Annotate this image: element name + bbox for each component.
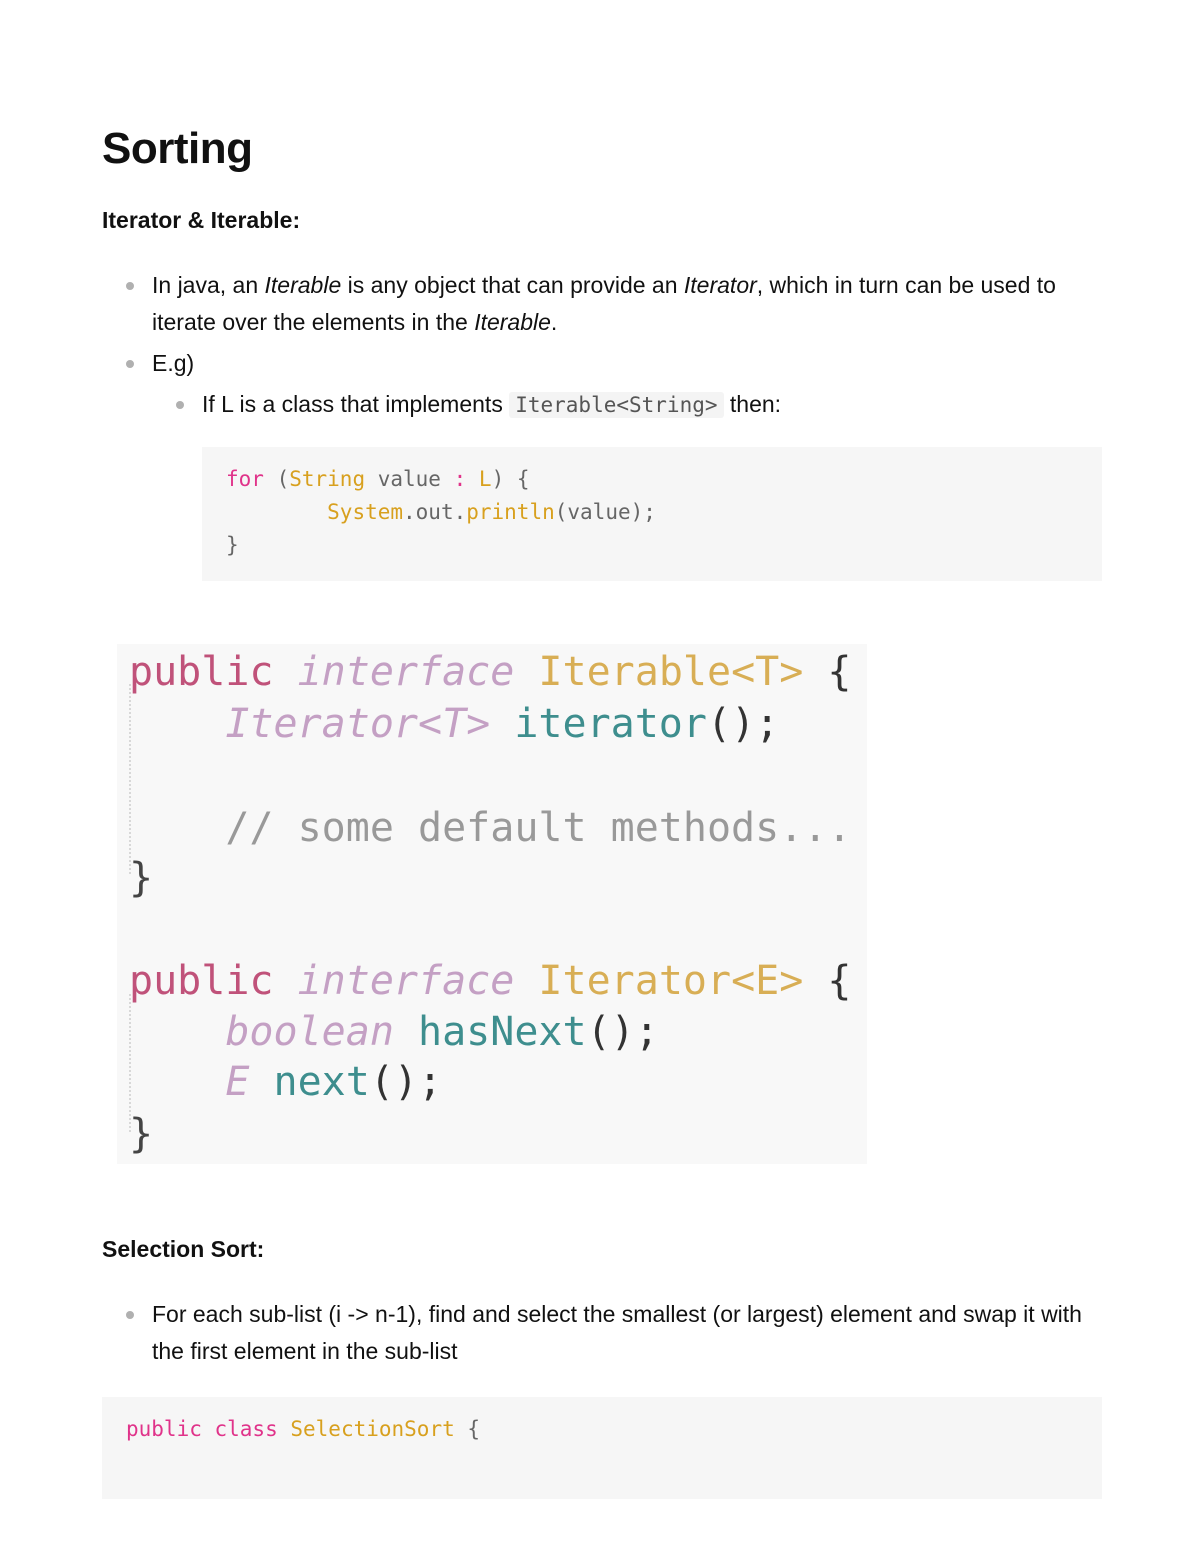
code-block-for-loop: for (String value : L) { System.out.println(value); }: [202, 447, 1102, 581]
code-block-selection-sort: public class SelectionSort {: [102, 1397, 1102, 1499]
sub-bullet-list: [152, 386, 1102, 424]
list-item: [102, 1296, 1102, 1370]
code-line: public interface Iterator<E> {: [129, 958, 852, 1004]
section-heading-selection-sort: Selection Sort:: [102, 1236, 265, 1262]
bullet-icon: [126, 360, 134, 368]
list-item: [102, 267, 1102, 341]
code-line: E next();: [225, 1059, 443, 1105]
section-heading-iterator: Iterator & Iterable:: [102, 207, 301, 233]
page-title: Sorting: [102, 124, 253, 173]
code-line: // some default methods...: [225, 805, 852, 851]
selection-bullet-list: [102, 1296, 1102, 1370]
bullet-text: E.g): [152, 350, 195, 376]
bullet-icon: [126, 282, 134, 290]
bullet-text: For each sub-list (i -> n-1), find and select the smallest (or largest) element and swap it with the first element in the sub-list: [152, 1301, 1082, 1364]
sub-bullet-text: If L is a class that implements Iterable<String> then:: [202, 391, 782, 417]
list-item: [102, 345, 1102, 424]
code-line: Iterator<T> iterator();: [225, 701, 780, 747]
code-line: boolean hasNext();: [225, 1009, 659, 1055]
inline-code: Iterable<String>: [509, 392, 723, 418]
bullet-icon: [176, 401, 184, 409]
code-screenshot-image: [117, 644, 867, 1164]
iterator-bullet-list: [102, 267, 1102, 424]
sub-list-item: [152, 386, 1102, 424]
bullet-icon: [126, 1311, 134, 1319]
code-line: public interface Iterable<T> {: [129, 649, 852, 695]
code-line: }: [129, 855, 154, 901]
bullet-text: In java, an Iterable is any object that can provide an Iterator, which in turn can be used to iterate over the elements in the Iterable.: [152, 272, 1056, 335]
code-line: }: [129, 1111, 154, 1157]
